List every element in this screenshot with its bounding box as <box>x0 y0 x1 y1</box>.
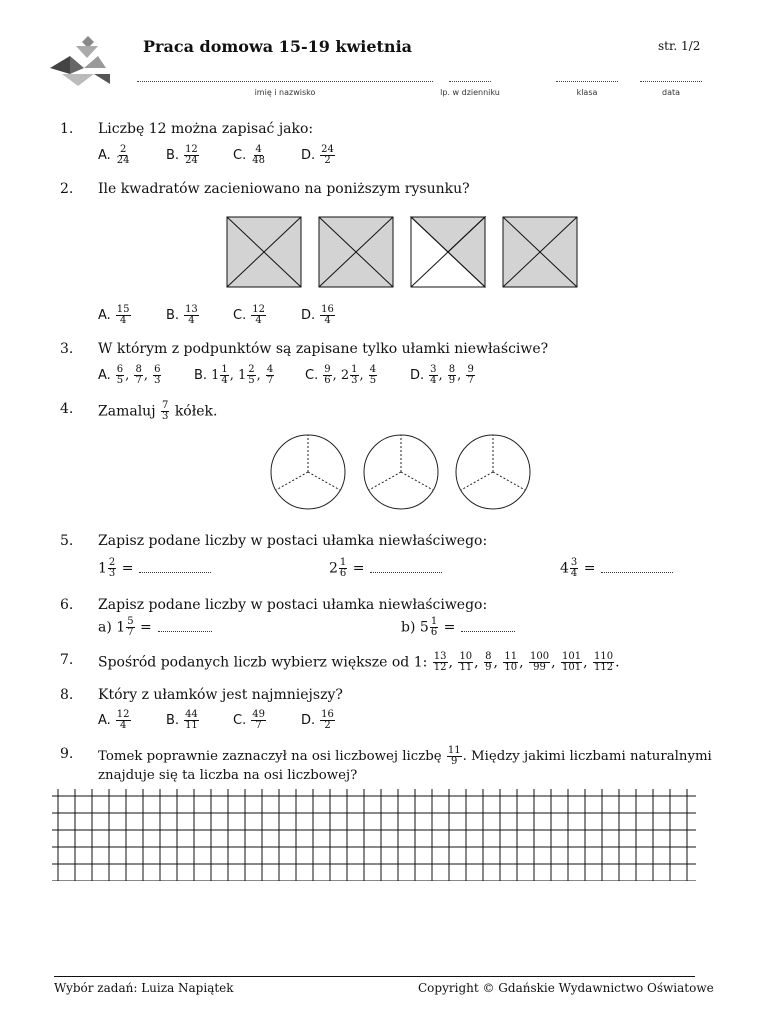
q5-item-3[interactable]: 4 $\frac{3}{4}$ = <box>560 558 673 579</box>
q3-option-a[interactable]: A. $\frac{6}{5}$ , $\frac{8}{7}$ , $\frac{6}{3}$ <box>98 364 161 386</box>
q8-option-a[interactable]: A. $\frac{12}{4}$ <box>98 709 130 731</box>
q3-text: W którym z podpunktów są zapisane tylko ułamki niewłaściwe? <box>98 341 549 357</box>
q2-text: Ile kwadratów zacieniowano na poniższym rysunku? <box>98 181 470 197</box>
q2-option-c[interactable]: C. $\frac{12}{4}$ <box>233 304 265 326</box>
date-field[interactable] <box>640 81 702 82</box>
footer-author: Wybór zadań: Luiza Napiątek <box>54 981 234 995</box>
q7-number: 7. <box>60 652 74 668</box>
q1-option-b[interactable]: B. $\frac{12}{24}$ <box>166 144 198 166</box>
q3-number: 3. <box>60 341 74 357</box>
q2-option-b[interactable]: B. $\frac{13}{4}$ <box>166 304 198 326</box>
q6-text: Zapisz podane liczby w postaci ułamka niewłaściwego: <box>98 597 488 613</box>
q1-option-a[interactable]: A. $\frac{2}{24}$ <box>98 144 130 166</box>
q6-number: 6. <box>60 597 74 613</box>
q8-number: 8. <box>60 687 74 703</box>
footer-divider <box>54 976 695 977</box>
q1-option-c[interactable]: C. $\frac{4}{48}$ <box>233 144 265 166</box>
q4-text: Zamaluj $\frac{7}{3}$ kółek. <box>98 400 218 422</box>
q6-item-a[interactable]: a) 1 $\frac{5}{7}$ = <box>98 617 212 638</box>
q9-text: Tomek poprawnie zaznaczył na osi liczbowej liczbę $\frac{11}{9}$ . Między jakimi liczbami naturalnymi <box>98 745 712 767</box>
name-label: imię i nazwisko <box>254 88 316 97</box>
page-number: str. 1/2 <box>658 39 701 53</box>
q5-item-2[interactable]: 2 $\frac{1}{6}$ = <box>329 558 442 579</box>
q1-text: Liczbę 12 można zapisać jako: <box>98 121 314 137</box>
q5-item-1[interactable]: 1 $\frac{2}{3}$ = <box>98 558 211 579</box>
q1-number: 1. <box>60 121 74 137</box>
q2-number: 2. <box>60 181 74 197</box>
q3-option-c[interactable]: C. $\frac{9}{6}$ , 2 $\frac{1}{3}$ , $\frac{4}{5}$ <box>305 364 377 386</box>
q8-option-c[interactable]: C. $\frac{49}{7}$ <box>233 709 265 731</box>
answer-grid[interactable] <box>52 789 696 881</box>
q4-number: 4. <box>60 401 74 417</box>
footer-copyright: Copyright © Gdańskie Wydawnictwo Oświatowe <box>418 981 714 995</box>
q7-text: Spośród podanych liczb wybierz większe od 1: $\frac{13}{12}$ , $\frac{10}{11}$ , $\frac{8}{9}$ , $\frac{11}{10}$ , $\frac{100}{99}$ , $\frac{101}{101}$ , $\frac{110}{112}$ . <box>98 651 620 673</box>
q9-number: 9. <box>60 746 74 762</box>
page-title: Praca domowa 15-19 kwietnia <box>143 37 413 56</box>
q8-option-b[interactable]: B. $\frac{44}{11}$ <box>166 709 198 731</box>
class-field[interactable] <box>556 81 618 82</box>
publisher-logo <box>48 34 114 88</box>
q8-text: Który z ułamków jest najmniejszy? <box>98 687 343 703</box>
name-field[interactable] <box>137 81 433 82</box>
q6-item-b[interactable]: b) 5 $\frac{1}{6}$ = <box>401 617 515 638</box>
q5-number: 5. <box>60 533 74 549</box>
q2-option-d[interactable]: D. $\frac{16}{4}$ <box>301 304 334 326</box>
register-number-field[interactable] <box>449 81 491 82</box>
date-label: data <box>661 88 681 97</box>
q2-option-a[interactable]: A. $\frac{15}{4}$ <box>98 304 130 326</box>
q5-text: Zapisz podane liczby w postaci ułamka niewłaściwego: <box>98 533 488 549</box>
squares-figure <box>226 216 578 288</box>
q3-option-b[interactable]: B. 1 $\frac{1}{4}$ , 1 $\frac{2}{5}$ , $\frac{4}{7}$ <box>194 364 274 386</box>
class-label: klasa <box>576 88 598 97</box>
q9-text-line2: znajduje się ta liczba na osi liczbowej? <box>98 768 358 783</box>
q3-option-d[interactable]: D. $\frac{3}{4}$ , $\frac{8}{9}$ , $\frac{9}{7}$ <box>410 364 474 386</box>
q8-option-d[interactable]: D. $\frac{16}{2}$ <box>301 709 334 731</box>
circles-figure[interactable] <box>268 433 534 513</box>
register-number-label: lp. w dzienniku <box>440 88 500 97</box>
q1-option-d[interactable]: D. $\frac{24}{2}$ <box>301 144 334 166</box>
